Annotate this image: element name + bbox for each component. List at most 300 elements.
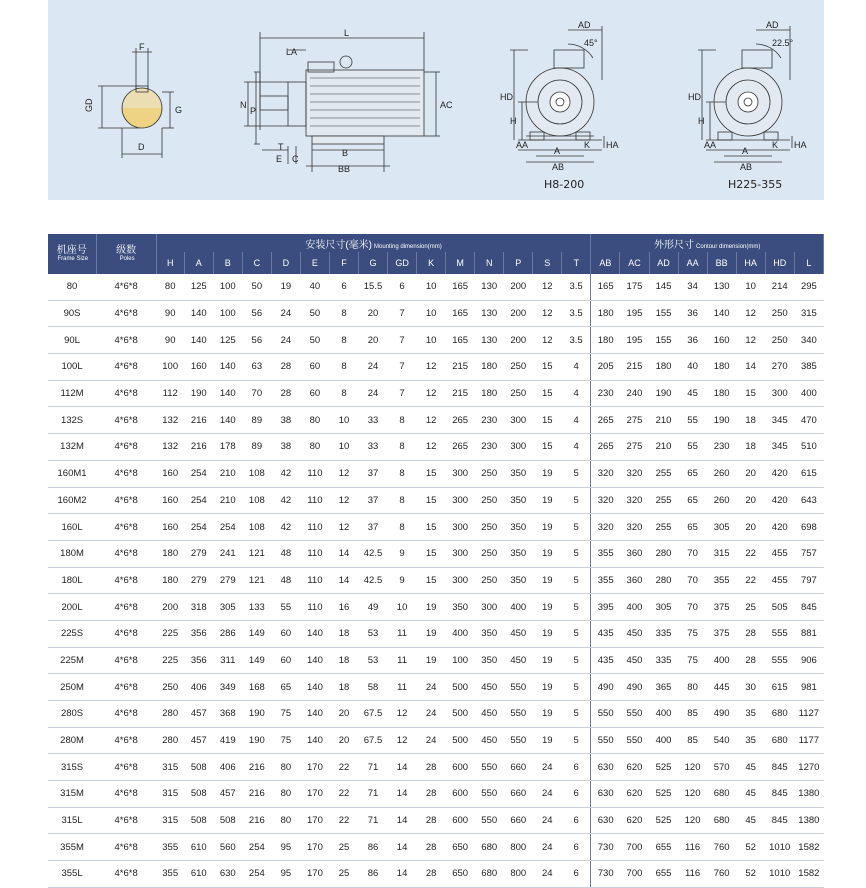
dimension-cell: 300 <box>446 460 475 487</box>
dim-label: L <box>344 28 350 38</box>
dim-label: GD <box>84 98 94 112</box>
dimension-cell: 5 <box>562 594 591 621</box>
dimension-cell: 90 <box>156 300 184 327</box>
poles-cell: 4*6*8 <box>96 861 156 888</box>
dimension-cell: 555 <box>765 620 794 647</box>
dimension-cell: 145 <box>649 274 678 300</box>
dimension-cell: 610 <box>184 834 213 861</box>
dim-label: P <box>250 106 257 116</box>
dimension-cell: 400 <box>649 701 678 728</box>
dimension-cell: 67.5 <box>359 727 388 754</box>
dimension-cell: 180 <box>707 380 736 407</box>
dimension-cell: 12 <box>388 701 417 728</box>
dimension-cell: 315 <box>794 300 823 327</box>
column-header-d: D <box>271 252 300 274</box>
dimension-cell: 525 <box>649 754 678 781</box>
dimension-cell: 300 <box>504 407 533 434</box>
dimension-cell: 80 <box>271 754 300 781</box>
dimension-cell: 85 <box>678 701 707 728</box>
dimension-cell: 8 <box>329 354 358 381</box>
dimension-cell: 680 <box>707 807 736 834</box>
dimension-cell: 490 <box>707 701 736 728</box>
dimension-cell: 555 <box>765 647 794 674</box>
dimension-cell: 12 <box>388 727 417 754</box>
dimension-cell: 110 <box>300 567 329 594</box>
dimension-cell: 55 <box>271 594 300 621</box>
dimension-cell: 419 <box>213 727 242 754</box>
dimension-cell: 3.5 <box>562 300 591 327</box>
dimension-cell: 550 <box>620 701 649 728</box>
dimension-cell: 20 <box>736 514 765 541</box>
dimension-cell: 5 <box>562 647 591 674</box>
dimension-cell: 845 <box>765 754 794 781</box>
dimension-cell: 19 <box>533 567 562 594</box>
dimension-cell: 36 <box>678 327 707 354</box>
dimension-cell: 95 <box>271 834 300 861</box>
dimension-cell: 6 <box>562 754 591 781</box>
dimension-cell: 230 <box>591 380 620 407</box>
dimension-cell: 12 <box>329 460 358 487</box>
dimension-cell: 53 <box>359 620 388 647</box>
dim-label: D <box>138 142 145 152</box>
dimension-cell: 108 <box>242 460 271 487</box>
header-frame-size: 机座号 Frame Size <box>48 234 96 274</box>
dimension-cell: 305 <box>213 594 242 621</box>
dim-label: HD <box>500 92 513 102</box>
dimension-cell: 500 <box>446 674 475 701</box>
dimension-cell: 180 <box>649 354 678 381</box>
dim-label: N <box>240 100 247 110</box>
dimension-cell: 400 <box>620 594 649 621</box>
dimension-cell: 216 <box>184 407 213 434</box>
dimension-cell: 345 <box>765 407 794 434</box>
dimension-cell: 15 <box>417 567 446 594</box>
dimension-cell: 680 <box>475 861 504 888</box>
dimension-cell: 19 <box>417 647 446 674</box>
dimension-cell: 630 <box>591 754 620 781</box>
dim-label: H <box>698 116 705 126</box>
dimension-cell: 260 <box>707 487 736 514</box>
table-row <box>48 594 824 621</box>
dimension-cell: 250 <box>765 327 794 354</box>
dim-label: BB <box>338 164 351 174</box>
dimension-cell: 8 <box>388 434 417 461</box>
dimension-cell: 11 <box>388 647 417 674</box>
poles-cell: 4*6*8 <box>96 300 156 327</box>
dimension-cell: 75 <box>678 647 707 674</box>
dimension-cell: 19 <box>533 540 562 567</box>
dimension-cell: 110 <box>300 540 329 567</box>
dimension-cell: 45 <box>736 754 765 781</box>
dimension-cell: 356 <box>184 647 213 674</box>
dimension-cell: 48 <box>271 540 300 567</box>
dimension-cell: 906 <box>794 647 823 674</box>
dimension-cell: 12 <box>533 300 562 327</box>
dimension-cell: 757 <box>794 540 823 567</box>
dimension-cell: 155 <box>649 327 678 354</box>
dimension-cell: 24 <box>533 861 562 888</box>
dimension-cell: 28 <box>417 807 446 834</box>
dimension-cell: 12 <box>417 354 446 381</box>
dimension-cell: 20 <box>329 701 358 728</box>
dimension-cell: 570 <box>707 754 736 781</box>
dimension-cell: 71 <box>359 754 388 781</box>
dimension-cell: 550 <box>504 727 533 754</box>
poles-cell: 4*6*8 <box>96 701 156 728</box>
dimension-cell: 19 <box>533 674 562 701</box>
frame-size-cell: 315M <box>48 781 96 808</box>
dimension-cell: 15 <box>533 380 562 407</box>
dimension-cell: 400 <box>649 727 678 754</box>
dimension-cell: 24 <box>533 781 562 808</box>
dimension-cell: 225 <box>156 647 184 674</box>
dimension-cell: 680 <box>475 834 504 861</box>
dimension-cell: 500 <box>446 701 475 728</box>
table-row <box>48 807 824 834</box>
dimension-cell: 22 <box>329 807 358 834</box>
dimension-cell: 680 <box>765 701 794 728</box>
table-row <box>48 354 824 381</box>
dimension-cell: 140 <box>300 727 329 754</box>
dimension-cell: 180 <box>156 567 184 594</box>
dimension-cell: 12 <box>736 300 765 327</box>
column-header-ha: HA <box>736 252 765 274</box>
column-header-ab: AB <box>591 252 620 274</box>
dimension-cell: 140 <box>213 354 242 381</box>
column-header-aa: AA <box>678 252 707 274</box>
column-header-n: N <box>475 252 504 274</box>
dimension-cell: 130 <box>707 274 736 300</box>
poles-cell: 4*6*8 <box>96 434 156 461</box>
dimension-cell: 5 <box>562 487 591 514</box>
dimension-cell: 170 <box>300 807 329 834</box>
dimension-cell: 250 <box>504 380 533 407</box>
dimension-cell: 450 <box>504 647 533 674</box>
dimension-cell: 85 <box>678 727 707 754</box>
dimension-cell: 38 <box>271 434 300 461</box>
table-row <box>48 567 824 594</box>
table-row <box>48 460 824 487</box>
table-row <box>48 434 824 461</box>
dimension-cell: 420 <box>765 460 794 487</box>
angle-label: 45° <box>584 38 598 48</box>
dimension-cell: 19 <box>533 460 562 487</box>
dimension-cell: 65 <box>678 487 707 514</box>
dimension-cell: 525 <box>649 807 678 834</box>
dimension-cell: 24 <box>271 300 300 327</box>
dimension-cell: 18 <box>329 620 358 647</box>
dimension-cell: 6 <box>562 807 591 834</box>
dimension-cell: 650 <box>446 834 475 861</box>
dimension-cell: 315 <box>156 807 184 834</box>
dimension-cell: 42.5 <box>359 540 388 567</box>
dimension-cell: 80 <box>271 807 300 834</box>
dimension-cell: 16 <box>329 594 358 621</box>
dimension-cell: 305 <box>707 514 736 541</box>
dimension-cell: 170 <box>300 754 329 781</box>
dimension-cell: 15 <box>417 487 446 514</box>
dimension-cell: 457 <box>213 781 242 808</box>
poles-cell: 4*6*8 <box>96 354 156 381</box>
frame-size-cell: 160M2 <box>48 487 96 514</box>
dim-label: T <box>278 142 284 152</box>
dimension-cell: 280 <box>156 701 184 728</box>
dimension-cell: 10 <box>417 300 446 327</box>
column-header-b: B <box>213 252 242 274</box>
dimension-cell: 195 <box>620 300 649 327</box>
dimension-cell: 30 <box>736 674 765 701</box>
dim-label: H <box>510 116 517 126</box>
dimension-cell: 280 <box>649 540 678 567</box>
dimension-cell: 190 <box>242 727 271 754</box>
dimension-cell: 395 <box>591 594 620 621</box>
dimension-cell: 350 <box>504 567 533 594</box>
dimension-cell: 15 <box>533 434 562 461</box>
dimension-cell: 24 <box>359 354 388 381</box>
dimension-cell: 250 <box>504 354 533 381</box>
dimension-cell: 58 <box>359 674 388 701</box>
dimension-cell: 550 <box>475 781 504 808</box>
dimension-cell: 655 <box>649 834 678 861</box>
dimension-cell: 300 <box>446 567 475 594</box>
dimension-cell: 255 <box>649 514 678 541</box>
column-header-a: A <box>184 252 213 274</box>
drawing-caption-h8-200: H8-200 <box>544 178 585 191</box>
dimension-cell: 311 <box>213 647 242 674</box>
header-mounting-dimension: 安装尺寸(毫米) Mounting dimension(mm) <box>156 234 591 252</box>
dimension-cell: 165 <box>446 300 475 327</box>
dimension-cell: 241 <box>213 540 242 567</box>
header-poles: 级数 Poles <box>96 234 156 274</box>
dimension-cell: 760 <box>707 834 736 861</box>
dimension-cell: 24 <box>417 674 446 701</box>
dimension-cell: 300 <box>446 540 475 567</box>
dimension-cell: 350 <box>504 487 533 514</box>
dimension-cell: 230 <box>475 434 504 461</box>
dimension-cell: 210 <box>649 407 678 434</box>
dimension-cell: 28 <box>417 834 446 861</box>
poles-cell: 4*6*8 <box>96 380 156 407</box>
dimension-cell: 450 <box>620 647 649 674</box>
table-body <box>48 274 824 887</box>
dimension-cell: 730 <box>591 861 620 888</box>
dimension-cell: 80 <box>156 274 184 300</box>
dimension-cell: 120 <box>678 754 707 781</box>
dimension-cell: 12 <box>417 380 446 407</box>
dimension-cell: 560 <box>213 834 242 861</box>
dimension-cell: 254 <box>184 514 213 541</box>
dimension-cell: 981 <box>794 674 823 701</box>
dimension-cell: 800 <box>504 834 533 861</box>
dimension-cell: 320 <box>620 487 649 514</box>
dimension-cell: 630 <box>213 861 242 888</box>
table-row <box>48 674 824 701</box>
dimension-cell: 42 <box>271 514 300 541</box>
dimension-cell: 14 <box>329 567 358 594</box>
column-header-e: E <box>300 252 329 274</box>
dimension-cell: 240 <box>620 380 649 407</box>
dimension-cell: 19 <box>271 274 300 300</box>
dimension-cell: 24 <box>533 807 562 834</box>
dimension-cell: 655 <box>649 861 678 888</box>
dimension-cell: 20 <box>359 300 388 327</box>
table-row <box>48 540 824 567</box>
dimension-cell: 67.5 <box>359 701 388 728</box>
dimension-cell: 14 <box>388 834 417 861</box>
dimension-cell: 680 <box>707 781 736 808</box>
dimension-cell: 45 <box>736 807 765 834</box>
dimension-cell: 65 <box>678 460 707 487</box>
dimension-cell: 1582 <box>794 861 823 888</box>
dimension-cell: 455 <box>765 567 794 594</box>
dimension-cell: 286 <box>213 620 242 647</box>
dimension-cell: 355 <box>591 567 620 594</box>
dimension-cell: 116 <box>678 834 707 861</box>
dimension-cell: 550 <box>475 754 504 781</box>
table-row <box>48 647 824 674</box>
dimension-cell: 250 <box>475 540 504 567</box>
dimension-cell: 5 <box>562 727 591 754</box>
dim-label: A <box>742 146 749 156</box>
dimension-cell: 14 <box>388 861 417 888</box>
dimension-cell: 14 <box>329 540 358 567</box>
dimension-cell: 48 <box>271 567 300 594</box>
dimension-cell: 797 <box>794 567 823 594</box>
dimension-cell: 845 <box>765 807 794 834</box>
dimension-cell: 110 <box>300 460 329 487</box>
frame-size-cell: 90L <box>48 327 96 354</box>
column-header-ac: AC <box>620 252 649 274</box>
header-contour-dimension: 外形尺寸 Contour dimension(mm) <box>591 234 824 252</box>
dimension-cell: 40 <box>300 274 329 300</box>
dimension-cell: 340 <box>794 327 823 354</box>
dimension-cell: 215 <box>446 380 475 407</box>
dimension-cell: 5 <box>562 674 591 701</box>
dimension-cell: 200 <box>156 594 184 621</box>
dimension-cell: 14 <box>388 754 417 781</box>
dim-label: C <box>292 154 299 164</box>
dimension-cell: 140 <box>300 674 329 701</box>
dimension-cell: 160 <box>156 460 184 487</box>
dimension-cell: 320 <box>591 460 620 487</box>
dimension-cell: 38 <box>271 407 300 434</box>
dimension-cell: 435 <box>591 620 620 647</box>
dimension-cell: 75 <box>678 620 707 647</box>
dimension-cell: 1177 <box>794 727 823 754</box>
dimension-cell: 24 <box>417 727 446 754</box>
dimension-cell: 20 <box>359 327 388 354</box>
dimension-cell: 140 <box>184 300 213 327</box>
dimension-cell: 28 <box>271 380 300 407</box>
dimension-cell: 345 <box>765 434 794 461</box>
poles-cell: 4*6*8 <box>96 727 156 754</box>
dimension-cell: 254 <box>184 487 213 514</box>
dimension-cell: 45 <box>678 380 707 407</box>
dimension-cell: 700 <box>620 834 649 861</box>
table-row <box>48 274 824 300</box>
dimension-cell: 400 <box>794 380 823 407</box>
dimension-cell: 11 <box>388 620 417 647</box>
dimension-cell: 140 <box>300 620 329 647</box>
dimension-cell: 305 <box>649 594 678 621</box>
dimension-cell: 6 <box>388 274 417 300</box>
dimension-cell: 4 <box>562 380 591 407</box>
dimension-cell: 254 <box>184 460 213 487</box>
dimension-cell: 10 <box>329 407 358 434</box>
dimension-cell: 80 <box>271 781 300 808</box>
dimension-cell: 457 <box>184 701 213 728</box>
dimension-cell: 6 <box>562 861 591 888</box>
dimension-cell: 270 <box>765 354 794 381</box>
dimension-cell: 225 <box>156 620 184 647</box>
table-row <box>48 327 824 354</box>
column-header-k: K <box>417 252 446 274</box>
dimension-cell: 108 <box>242 487 271 514</box>
dimension-cell: 45 <box>736 781 765 808</box>
dimension-cell: 650 <box>446 861 475 888</box>
dimension-cell: 19 <box>533 727 562 754</box>
dimension-cell: 508 <box>184 781 213 808</box>
dimension-cell: 19 <box>533 620 562 647</box>
dim-label: E <box>276 154 283 164</box>
poles-cell: 4*6*8 <box>96 327 156 354</box>
dimension-cell: 320 <box>591 514 620 541</box>
dimension-cell: 15.5 <box>359 274 388 300</box>
dimension-cell: 12 <box>736 327 765 354</box>
dimension-cell: 15 <box>417 460 446 487</box>
poles-cell: 4*6*8 <box>96 781 156 808</box>
dimension-cell: 620 <box>620 781 649 808</box>
dimension-cell: 130 <box>475 300 504 327</box>
dimension-cell: 7 <box>388 327 417 354</box>
dimension-cell: 700 <box>620 861 649 888</box>
dimension-cell: 70 <box>242 380 271 407</box>
dimension-cell: 155 <box>649 300 678 327</box>
dimension-cell: 36 <box>678 300 707 327</box>
dimension-cell: 660 <box>504 807 533 834</box>
dimension-cell: 315 <box>707 540 736 567</box>
dimension-cell: 1380 <box>794 807 823 834</box>
dimension-cell: 5 <box>562 460 591 487</box>
frame-size-cell: 355M <box>48 834 96 861</box>
dimension-cell: 22 <box>736 540 765 567</box>
dimension-cell: 510 <box>794 434 823 461</box>
dimension-cell: 600 <box>446 807 475 834</box>
frame-size-cell: 250M <box>48 674 96 701</box>
dimension-cell: 24 <box>271 327 300 354</box>
dimension-cell: 190 <box>707 407 736 434</box>
dimension-cell: 265 <box>591 434 620 461</box>
dimension-cell: 168 <box>242 674 271 701</box>
dimension-cell: 216 <box>184 434 213 461</box>
frame-size-cell: 180L <box>48 567 96 594</box>
dimension-cell: 6 <box>562 834 591 861</box>
dimension-cell: 132 <box>156 434 184 461</box>
dimension-cell: 22 <box>736 567 765 594</box>
dimension-cell: 8 <box>329 380 358 407</box>
dimension-cell: 335 <box>649 620 678 647</box>
dimension-cell: 15 <box>736 380 765 407</box>
column-header-hd: HD <box>765 252 794 274</box>
dimension-cell: 28 <box>417 754 446 781</box>
dimension-cell: 4 <box>562 407 591 434</box>
dimension-cell: 89 <box>242 407 271 434</box>
dimension-cell: 149 <box>242 647 271 674</box>
column-header-ad: AD <box>649 252 678 274</box>
dimension-cell: 470 <box>794 407 823 434</box>
dimension-cell: 216 <box>242 781 271 808</box>
poles-cell: 4*6*8 <box>96 460 156 487</box>
